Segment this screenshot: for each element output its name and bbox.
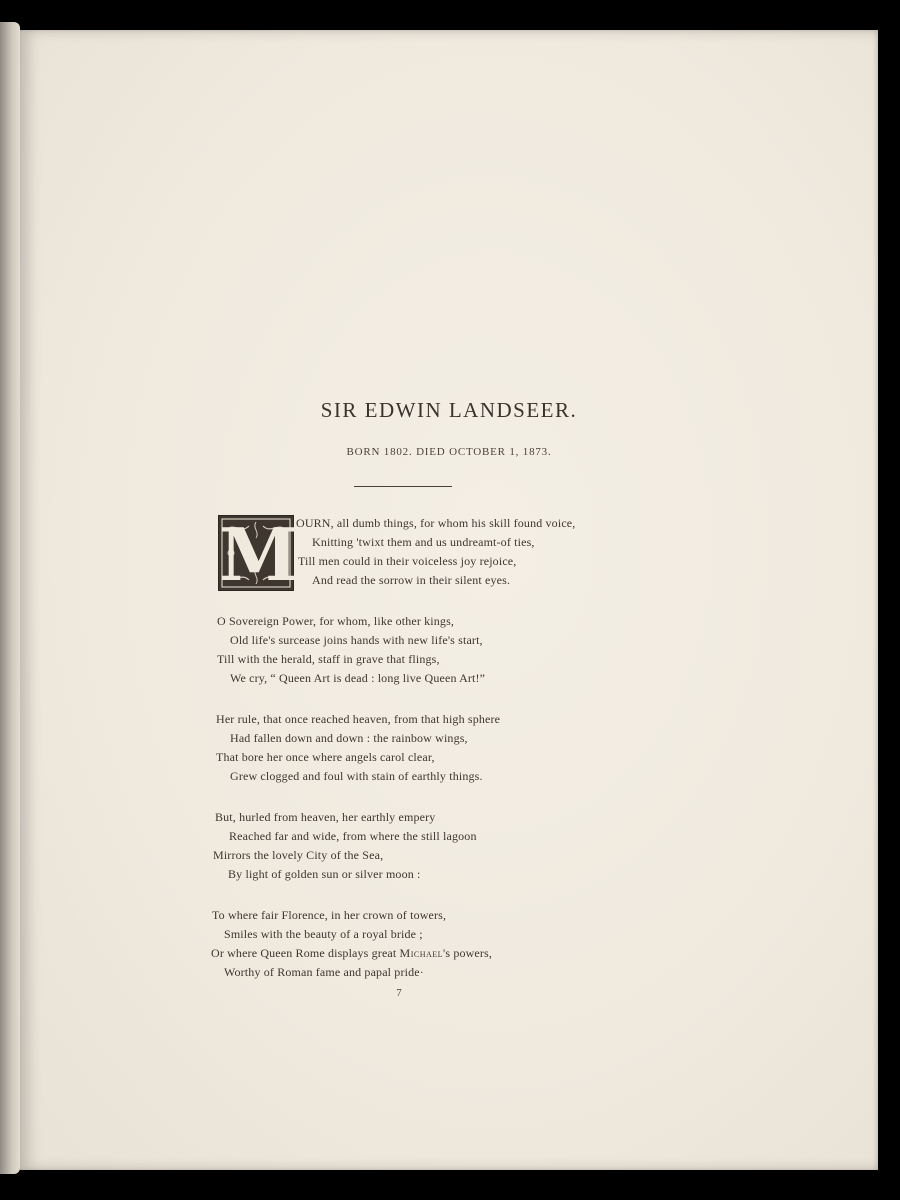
- poem-line: Reached far and wide, from where the still lagoon: [229, 829, 477, 843]
- poem-line-smallcaps: Michael: [399, 946, 444, 960]
- poem-line: Knitting 'twixt them and us undreamt-of ties,: [312, 535, 535, 549]
- poem-line: To where fair Florence, in her crown of towers,: [212, 908, 447, 922]
- poem-line: Smiles with the beauty of a royal bride ;: [224, 927, 423, 941]
- page-number: 7: [396, 987, 402, 999]
- poem-line: But, hurled from heaven, her earthly empery: [215, 810, 436, 824]
- poem-line-text: Or where Queen Rome displays great: [211, 946, 400, 960]
- poem-line: Grew clogged and foul with stain of earthly things.: [230, 769, 483, 783]
- poem-subtitle: BORN 1802. DIED OCTOBER 1, 1873.: [346, 446, 552, 458]
- poem-line: We cry, “ Queen Art is dead : long live Queen Art!”: [230, 671, 486, 685]
- poem-line: Worthy of Roman fame and papal pride·: [224, 965, 424, 979]
- poem-line: Mirrors the lovely City of the Sea,: [213, 848, 384, 862]
- poem-line: And read the sorrow in their silent eyes.: [312, 573, 511, 587]
- poem-line: OURN, all dumb things, for whom his skill found voice,: [296, 516, 576, 530]
- poem-line: O Sovereign Power, for whom, like other kings,: [217, 614, 455, 628]
- drop-cap-letter: M: [219, 512, 299, 597]
- facing-page-edge: [0, 22, 20, 1174]
- poem-line: Had fallen down and down : the rainbow wings,: [230, 731, 468, 745]
- poem-line: Till with the herald, staff in grave that flings,: [217, 652, 440, 666]
- poem-line: By light of golden sun or silver moon :: [228, 867, 421, 881]
- poem-line-tail: 's powers,: [443, 946, 493, 960]
- title-divider: [354, 486, 452, 487]
- poem-line: [211, 946, 492, 961]
- poem-line: That bore her once where angels carol clear,: [216, 750, 435, 764]
- ornamental-drop-cap: [218, 512, 299, 597]
- poem-line: Till men could in their voiceless joy rejoice,: [298, 554, 517, 568]
- book-page: [20, 30, 878, 1170]
- poem-line: Old life's surcease joins hands with new life's start,: [230, 633, 483, 647]
- poem-title: SIR EDWIN LANDSEER.: [320, 398, 578, 422]
- poem-line: Her rule, that once reached heaven, from that high sphere: [216, 712, 501, 726]
